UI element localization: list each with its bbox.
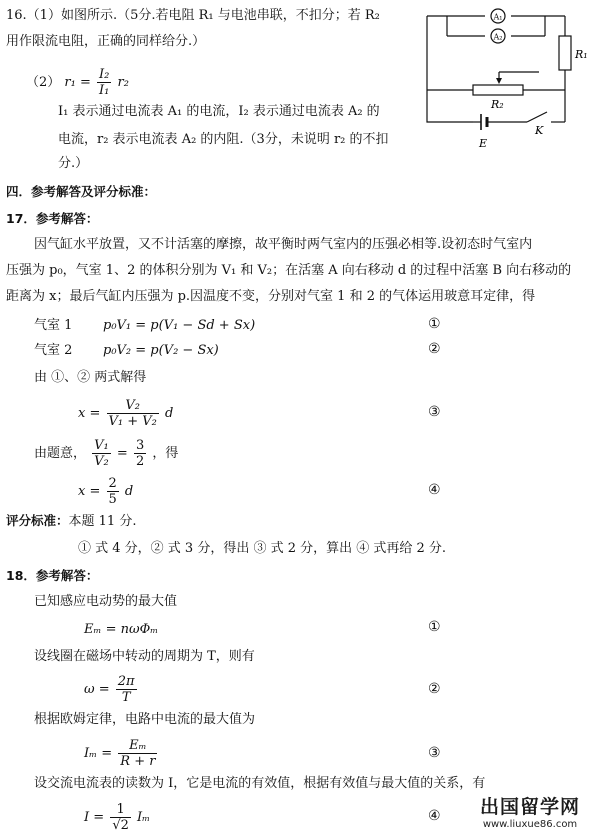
r1-label: R₁: [575, 48, 588, 61]
q17-eq2: p₀V₂ = p(V₂ − Sx): [103, 343, 219, 358]
q16-formula-lhs: r₁ =: [64, 75, 91, 90]
q18-eq1-number: ①: [428, 619, 441, 635]
q18-eq1: Eₘ = nωΦₘ: [84, 622, 159, 637]
e-label: E: [479, 137, 488, 150]
q17-eq1-label: 气室 1: [34, 318, 73, 333]
q18-eq4-num: 1: [110, 802, 131, 818]
q17-score-body: 本题 11 分.: [68, 514, 137, 529]
watermark-logo: [462, 796, 598, 836]
q17-eq4-fraction: [107, 476, 119, 507]
q16-formula: [26, 66, 129, 100]
q18-eq3-num: Eₘ: [118, 738, 157, 754]
q17-text-5b: ，得: [152, 446, 179, 461]
q17-eq1: p₀V₁ = p(V₁ − Sd + Sx): [103, 318, 256, 333]
q17-ratio-den: V₂: [94, 454, 109, 469]
q17-eq2-number: ②: [428, 341, 441, 357]
q17-score-line: [6, 512, 136, 531]
q18-text-4: 设交流电流表的读数为 I，它是电流的有效值，根据有效值与最大值的关系，有: [34, 776, 486, 791]
q18-eq4: [84, 800, 150, 836]
q18-eq4-lhs: I =: [84, 810, 105, 825]
q18-eq4-fraction: [110, 802, 131, 833]
q17-score-heading: 评分标准：: [6, 513, 69, 528]
r2-label: R₂: [491, 98, 504, 111]
q18-eq2-num: 2π: [117, 674, 135, 689]
q16-desc-3: 分.）: [58, 156, 89, 171]
q18-eq2-den: T: [121, 690, 131, 705]
q18-eq3-lhs: Iₘ =: [84, 746, 113, 761]
q16-formula-fraction: [97, 67, 111, 98]
q17-eq4-num: 2: [108, 476, 117, 491]
q17-ratio-eq: =: [116, 446, 128, 461]
q16-line-2: 用作限流电阻，正确的同样给分.）: [6, 34, 206, 49]
q17-text-1: 因气缸水平放置，又不计活塞的摩擦，故平衡时两气室内的压强必相等.设初态时气室内: [34, 237, 533, 252]
q18-heading: 18．参考解答：: [6, 568, 99, 583]
q18-text-2: 设线圈在磁场中转动的周期为 T，则有: [34, 649, 255, 664]
k-label: K: [535, 124, 544, 137]
q17-ratio-line: [34, 436, 178, 472]
q17-text-4: 由 ①、② 两式解得: [34, 370, 147, 385]
q18-eq3-fraction: [118, 738, 157, 769]
q16-formula-rhs: r₂: [117, 75, 129, 90]
a2-label: A₂: [493, 32, 503, 42]
q17-eq3-rhs: d: [165, 406, 174, 421]
q17-text-3: 距离为 x；最后气缸内压强为 p.因温度不变，分别对气室 1 和 2 的气体运用玻意耳定律，得: [6, 289, 536, 304]
a1-label: A₁: [493, 12, 503, 22]
q17-ratio-fraction: [92, 438, 111, 469]
q17-eq4-lhs: x =: [78, 484, 101, 499]
q17-eq4-number: ④: [428, 482, 441, 498]
q16-line-1: 16.（1）如图所示.（5分.若电阻 R₁ 与电池串联，不扣分；若 R₂: [6, 8, 380, 23]
q17-heading: 17．参考解答：: [6, 211, 99, 226]
q18-text-3: 根据欧姆定律，电路中电流的最大值为: [34, 712, 256, 727]
q17-text-5a: 由题意，: [34, 446, 87, 461]
q17-eq4-den: 5: [108, 492, 117, 507]
q17-ratio-value: [134, 438, 146, 469]
q17-eq2-label: 气室 2: [34, 343, 73, 358]
q17-eq3-lhs: x =: [78, 406, 101, 421]
q17-ratio-num: V₁: [94, 438, 109, 453]
watermark-title: 出国留学网: [479, 796, 580, 818]
q17-eq3: [78, 396, 173, 432]
q18-text-1: 已知感应电动势的最大值: [34, 594, 178, 609]
q17-ratio-value-den: 2: [135, 454, 145, 469]
q16-formula-den: I₁: [99, 83, 110, 98]
q17-eq1-number: ①: [428, 316, 441, 332]
q16-formula-num: I₂: [99, 67, 110, 82]
q18-eq2-fraction: [116, 674, 137, 705]
q18-eq3: [84, 736, 159, 772]
q17-eq3-fraction: [107, 398, 159, 429]
q18-eq4-den: √2: [112, 818, 129, 833]
resistor-r1: [559, 36, 571, 70]
q18-eq2: [84, 672, 139, 708]
q18-eq4-rhs: Iₘ: [137, 810, 151, 825]
q18-eq3-den: R + r: [120, 754, 156, 769]
q17-eq3-num: V₂: [107, 398, 159, 414]
q18-eq2-number: ②: [428, 681, 441, 697]
q17-text-2: 压强为 p₀，气室 1、2 的体积分别为 V₁ 和 V₂；在活塞 A 向右移动 d 的过程中活塞 B 向右移动的: [6, 263, 572, 278]
circuit-diagram: [415, 2, 597, 150]
q18-eq2-lhs: ω =: [84, 682, 110, 697]
q17-ratio-value-num: 3: [135, 438, 145, 453]
q16-desc-1: I₁ 表示通过电流表 A₁ 的电流，I₂ 表示通过电流表 A₂ 的: [58, 104, 380, 119]
q17-eq3-number: ③: [428, 404, 441, 420]
section-4-heading: 四．参考解答及评分标准：: [6, 184, 157, 199]
q18-eq3-number: ③: [428, 745, 441, 761]
q17-eq3-den: V₁ + V₂: [108, 414, 157, 429]
rheostat-r2: [473, 85, 523, 95]
q16-part2-label: （2）: [26, 75, 61, 90]
q17-eq4-rhs: d: [124, 484, 134, 499]
q18-eq4-number: ④: [428, 808, 441, 824]
q16-desc-2: 电流，r₂ 表示电流表 A₂ 的内阻.（3分，未说明 r₂ 的不扣: [58, 132, 389, 147]
q17-score-detail: ① 式 4 分，② 式 3 分，得出 ③ 式 2 分，算出 ④ 式再给 2 分.: [78, 541, 447, 556]
q17-eq4: [78, 474, 133, 510]
watermark-url: www.liuxue86.com: [482, 819, 578, 830]
